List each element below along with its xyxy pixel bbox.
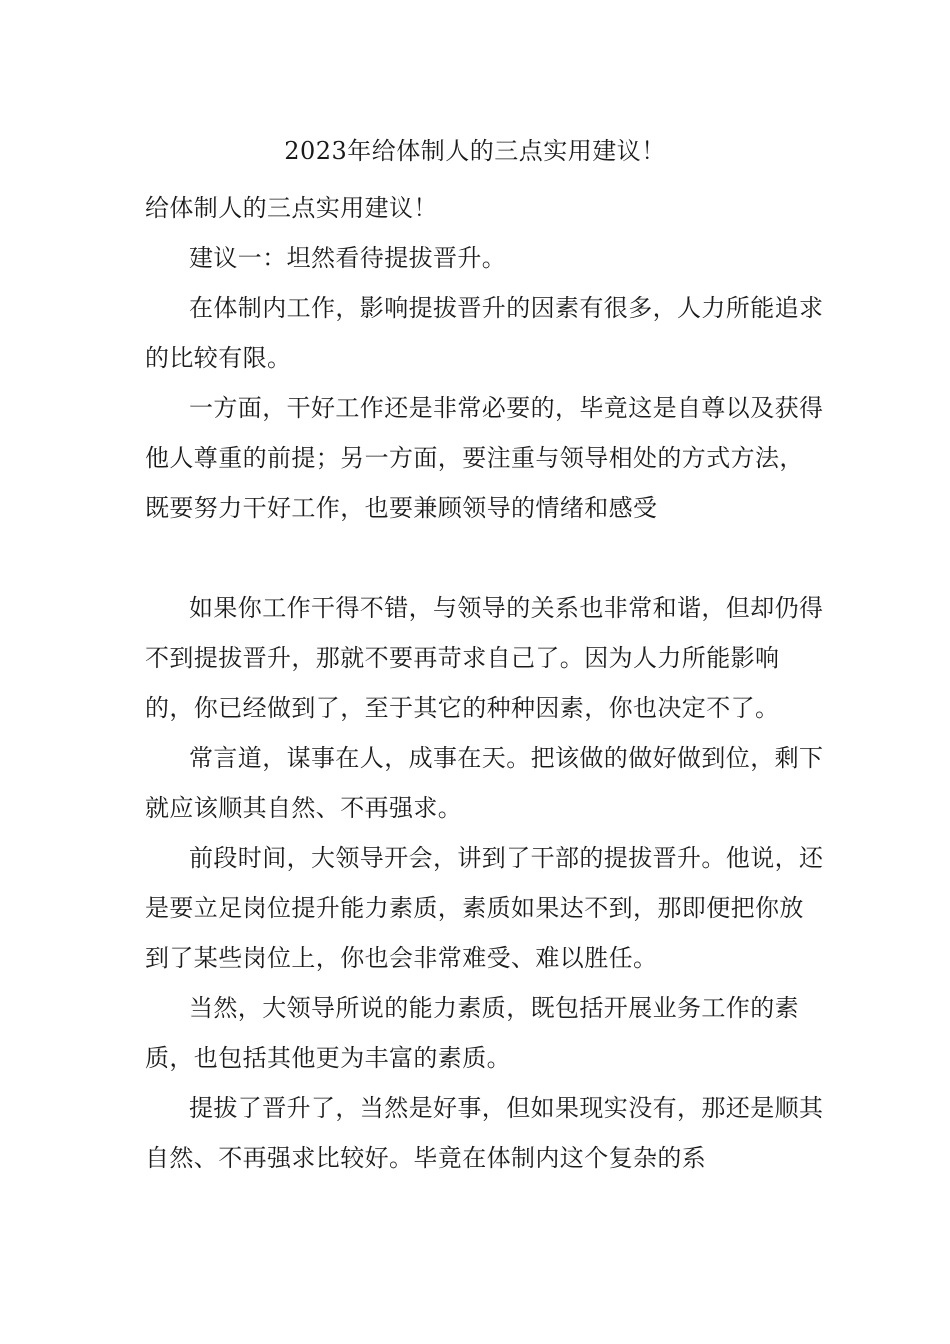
paragraph: 常言道，谋事在人，成事在天。把该做的做好做到位，剩下就应该顺其自然、不再强求。 (145, 744, 824, 822)
paragraph: 一方面，干好工作还是非常必要的，毕竟这是自尊以及获得他人尊重的前提；另一方面，要注重与领导相处的方式方法，既要努力干好工作，也要兼顾领导的情绪和感受 (145, 394, 824, 522)
paragraph: 在体制内工作，影响提拔晋升的因素有很多，人力所能追求的比较有限。 (145, 294, 824, 372)
paragraph: 前段时间，大领导开会，讲到了干部的提拔晋升。他说，还是要立足岗位提升能力素质，素质如果达不到，那即便把你放到了某些岗位上，你也会非常难受、难以胜任。 (145, 844, 824, 972)
paragraph: 提拔了晋升了，当然是好事，但如果现实没有，那还是顺其自然、不再强求比较好。毕竟在体制内这个复杂的系 (145, 1094, 824, 1172)
document-body (145, 183, 825, 1183)
paragraph: 当然，大领导所说的能力素质，既包括开展业务工作的素质，也包括其他更为丰富的素质。 (145, 994, 799, 1072)
paragraph: 如果你工作干得不错，与领导的关系也非常和谐，但却仍得不到提拔晋升，那就不要再苛求自己了。因为人力所能影响的，你已经做到了，至于其它的种种因素，你也决定不了。 (145, 594, 824, 722)
document-subtitle: 给体制人的三点实用建议！ (145, 194, 438, 222)
paragraph: 建议一：坦然看待提拔晋升。 (189, 244, 507, 272)
paragraph-gap (145, 533, 825, 583)
document-title: 2023年给体制人的三点实用建议！ (284, 137, 666, 165)
